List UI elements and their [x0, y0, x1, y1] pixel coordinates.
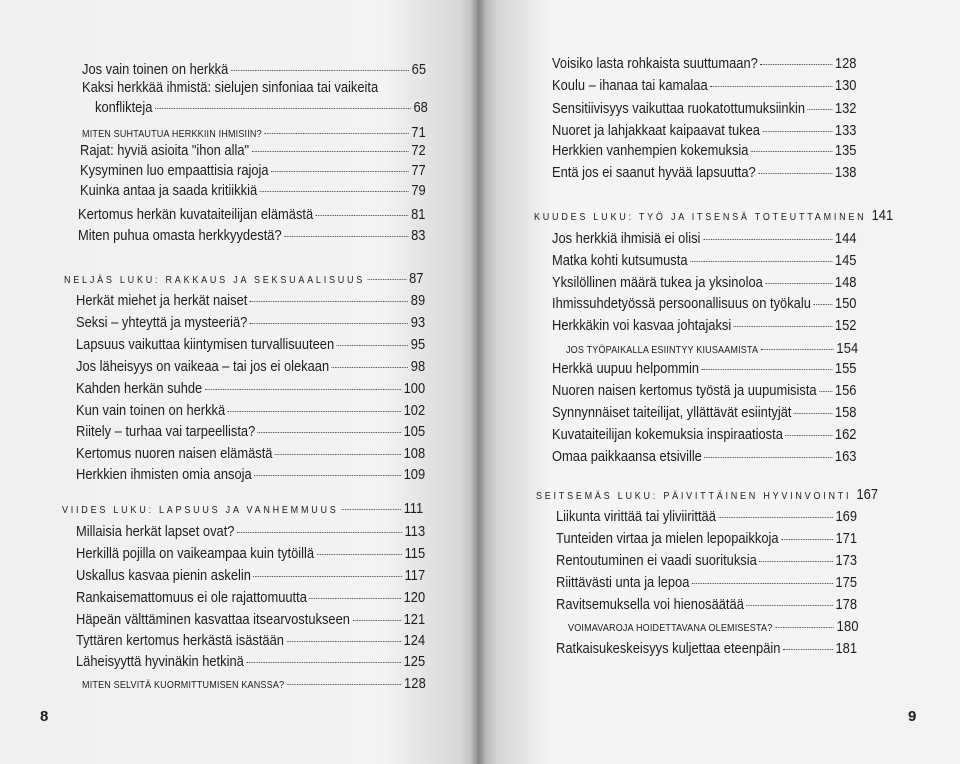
toc-entry: Sensitiivisyys vaikuttaa ruokatottumuksiinkin 132 — [552, 100, 857, 117]
toc-section: VOIMAVAROJA HOIDETTAVANA OLEMISESTA? 180 — [568, 618, 859, 635]
page-number-left: 8 — [40, 708, 49, 725]
toc-entry: Kun vain toinen on herkkä 102 — [76, 402, 426, 419]
toc-entry: Herkkä uupuu helpommin 155 — [552, 360, 857, 377]
toc-entry: Läheisyyttä hyvinäkin hetkinä 125 — [76, 653, 426, 670]
toc-entry: Herkkäkin voi kasvaa johtajaksi 152 — [552, 317, 857, 334]
toc-entry: Häpeän välttäminen kasvattaa itsearvostukseen 121 — [76, 611, 426, 628]
toc-entry: Miten puhua omasta herkkyydestä? 83 — [78, 227, 426, 244]
toc-entry: Uskallus kasvaa pienin askelin 117 — [76, 567, 426, 584]
toc-section: MITEN SUHTAUTUA HERKKIIN IHMISIIN? 71 — [82, 124, 426, 141]
chapter-heading: KUUDES LUKU: TYÖ JA ITSENSÄ TOTEUTTAMINEN 141 — [534, 207, 894, 224]
toc-entry: Liikunta virittää tai yliviirittää 169 — [556, 508, 857, 525]
toc-entry: Kertomus nuoren naisen elämästä 108 — [76, 445, 426, 462]
toc-entry: Koulu – ihanaa tai kamalaa 130 — [552, 77, 857, 94]
toc-section: MITEN SELVITÄ KUORMITTUMISEN KANSSA? 128 — [82, 675, 426, 692]
toc-entry: Herkillä pojilla on vaikeampaa kuin tytöillä 115 — [76, 545, 426, 562]
chapter-heading: SEITSEMÄS LUKU: PÄIVITTÄINEN HYVINVOINTI 167 — [536, 486, 878, 503]
toc-entry: konflikteja 68 — [95, 99, 428, 116]
toc-entry: Kertomus herkän kuvataiteilijan elämästä 81 — [78, 206, 426, 223]
toc-entry: Ravitsemuksella voi hienosäätää 178 — [556, 596, 857, 613]
book-spine — [470, 0, 486, 764]
toc-entry: Ratkaisukeskeisyys kuljettaa eteenpäin 181 — [556, 640, 857, 657]
toc-entry: Kysyminen luo empaattisia rajoja 77 — [80, 162, 426, 179]
toc-entry: Nuoret ja lahjakkaat kaipaavat tukea 133 — [552, 122, 857, 139]
toc-entry: Kuinka antaa ja saada kritiikkiä 79 — [80, 182, 426, 199]
chapter-heading: NELJÄS LUKU: RAKKAUS JA SEKSUAALISUUS 87 — [64, 270, 424, 287]
toc-entry: Ihmissuhdetyössä persoonallisuus on työkalu 150 — [552, 295, 857, 312]
toc-entry: Rajat: hyviä asioita "ihon alla" 72 — [80, 142, 426, 159]
toc-entry: Riittävästi unta ja lepoa 175 — [556, 574, 857, 591]
toc-entry: Kaksi herkkää ihmistä: sielujen sinfoniaa tai vaikeita — [82, 79, 379, 96]
toc-entry: Riitely – turhaa vai tarpeellista? 105 — [76, 423, 426, 440]
toc-entry: Herkkien vanhempien kokemuksia 135 — [552, 142, 857, 159]
toc-entry: Seksi – yhteyttä ja mysteeriä? 93 — [76, 314, 426, 331]
toc-entry: Jos herkkiä ihmisiä ei olisi 144 — [552, 230, 857, 247]
toc-entry: Nuoren naisen kertomus työstä ja uupumisista 156 — [552, 382, 857, 399]
toc-entry: Herkät miehet ja herkät naiset 89 — [76, 292, 426, 309]
toc-entry: Synnynnäiset taiteilijat, yllättävät esiintyjät 158 — [552, 404, 857, 421]
toc-entry: Kuvataiteilijan kokemuksia inspiraatiosta 162 — [552, 426, 857, 443]
toc-entry: Voisiko lasta rohkaista suuttumaan? 128 — [552, 55, 857, 72]
toc-entry: Millaisia herkät lapset ovat? 113 — [76, 523, 426, 540]
toc-entry: Kahden herkän suhde 100 — [76, 380, 426, 397]
chapter-heading: VIIDES LUKU: LAPSUUS JA VANHEMMUUS 111 — [62, 500, 424, 517]
toc-entry: Matka kohti kutsumusta 145 — [552, 252, 857, 269]
toc-entry: Herkkien ihmisten omia ansoja 109 — [76, 466, 426, 483]
toc-entry: Rentoutuminen ei vaadi suorituksia 173 — [556, 552, 857, 569]
toc-entry: Entä jos ei saanut hyvää lapsuutta? 138 — [552, 164, 857, 181]
toc-entry: Jos vain toinen on herkkä 65 — [82, 61, 426, 78]
toc-entry: Jos läheisyys on vaikeaa – tai jos ei olekaan 98 — [76, 358, 426, 375]
toc-entry: Lapsuus vaikuttaa kiintymisen turvallisuuteen 95 — [76, 336, 426, 353]
toc-entry: Rankaisemattomuus ei ole rajattomuutta 120 — [76, 589, 426, 606]
toc-section: JOS TYÖPAIKALLA ESIINTYY KIUSAAMISTA 154 — [566, 340, 859, 357]
toc-entry: Omaa paikkaansa etsiville 163 — [552, 448, 857, 465]
page-number-right: 9 — [908, 708, 917, 725]
toc-entry: Tunteiden virtaa ja mielen lepopaikkoja 171 — [556, 530, 857, 547]
toc-entry: Tyttären kertomus herkästä isästään 124 — [76, 632, 426, 649]
toc-entry: Yksilöllinen määrä tukea ja yksinoloa 148 — [552, 274, 857, 291]
